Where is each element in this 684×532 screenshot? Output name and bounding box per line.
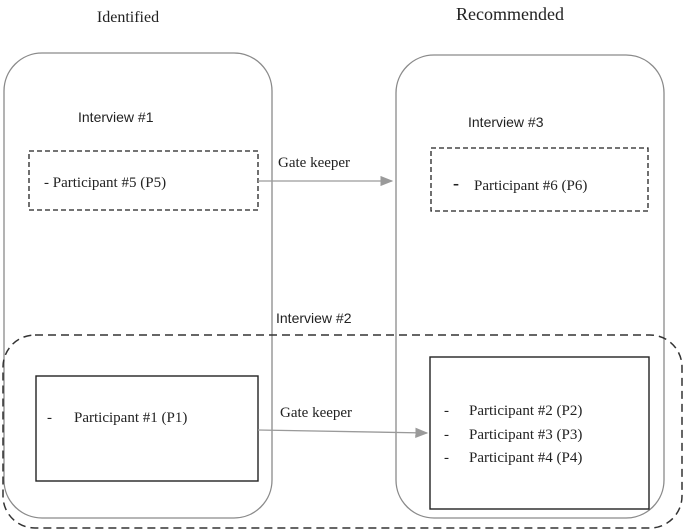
participant-2-dash: - xyxy=(444,403,449,419)
identified-header: Identified xyxy=(96,9,160,26)
interview-1-label: Interview #1 xyxy=(78,109,154,125)
participant-4-label: Participant #4 (P4) xyxy=(469,450,583,466)
participant-1-label: Participant #1 (P1) xyxy=(74,410,188,426)
interview-2-label: Interview #2 xyxy=(276,310,352,326)
participant-4-dash: - xyxy=(444,450,449,466)
participant-3-dash: - xyxy=(444,427,449,443)
participant-1-dash: - xyxy=(47,410,52,426)
participant-6-label: Participant #6 (P6) xyxy=(474,178,588,194)
participant-1-box xyxy=(36,376,258,481)
participant-6-dash: - xyxy=(453,173,459,193)
gatekeeper-label-top: Gate keeper xyxy=(278,155,351,171)
participant-3-label: Participant #3 (P3) xyxy=(469,427,583,443)
recommended-header: Recommended xyxy=(456,4,564,24)
participant-5-label: - Participant #5 (P5) xyxy=(44,175,167,191)
gatekeeper-arrow-bottom xyxy=(258,430,427,433)
gatekeeper-label-bottom: Gate keeper xyxy=(280,405,353,421)
participant-2-label: Participant #2 (P2) xyxy=(469,403,583,419)
interview-3-label: Interview #3 xyxy=(468,114,544,130)
